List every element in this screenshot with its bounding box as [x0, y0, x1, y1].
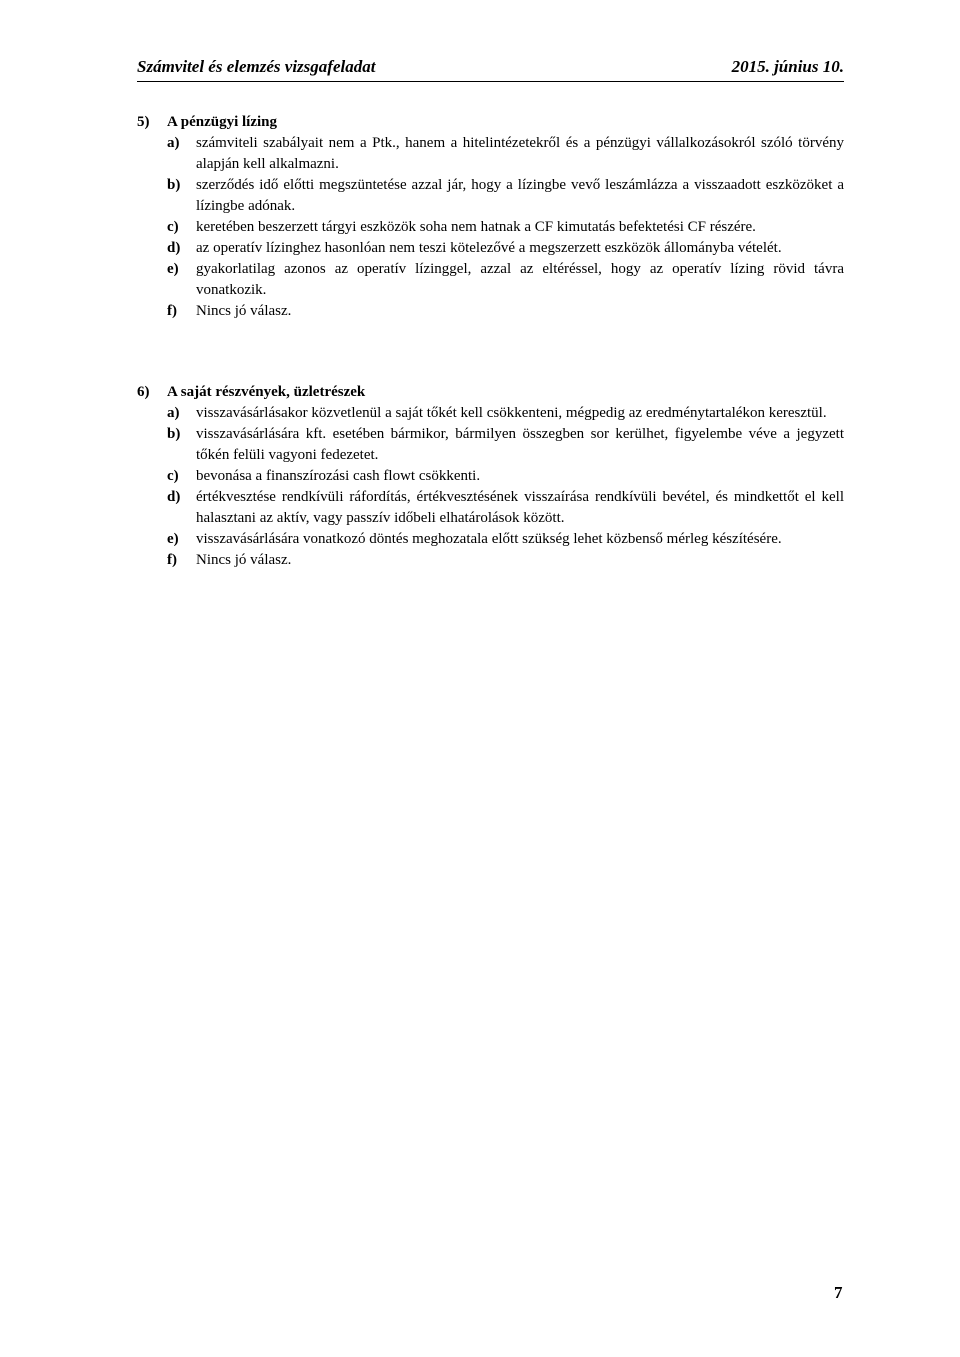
- page-header: [137, 57, 844, 82]
- answer-option-e: [137, 529, 844, 550]
- option-letter: b): [167, 177, 181, 193]
- answer-option-d: [137, 487, 844, 529]
- answer-option-b: [137, 424, 844, 466]
- question-text: A pénzügyi lízing: [167, 114, 278, 130]
- header-date: 2015. június 10.: [731, 57, 844, 76]
- option-letter: c): [167, 219, 179, 235]
- page-number: 7: [834, 1283, 843, 1302]
- option-letter: a): [167, 135, 180, 151]
- question-6: [137, 382, 844, 571]
- question-number: 5): [137, 114, 150, 130]
- option-text: visszavásárlására vonatkozó döntés meghozatala előtt szükség lehet közbenső mérleg készítésére.: [196, 531, 782, 547]
- answer-option-f: [137, 301, 844, 322]
- option-letter: d): [167, 240, 181, 256]
- question-title: [137, 382, 844, 403]
- option-letter: d): [167, 489, 181, 505]
- option-letter: c): [167, 468, 179, 484]
- option-text: visszavásárlásakor közvetlenül a saját tőkét kell csökkenteni, mégpedig az eredménytartalékon keresztül.: [196, 405, 827, 421]
- option-letter: b): [167, 426, 181, 442]
- option-text: gyakorlatilag azonos az operatív lízinggel, azzal az eltéréssel, hogy az operatív lízing rövid távra vonatkozik.: [196, 261, 844, 298]
- option-text: bevonása a finanszírozási cash flowt csökkenti.: [196, 468, 481, 484]
- answer-option-b: [137, 175, 844, 217]
- answer-option-c: [137, 466, 844, 487]
- answer-option-a: [137, 133, 844, 175]
- option-text: az operatív lízinghez hasonlóan nem teszi kötelezővé a megszerzett eszközök állományba vételét.: [196, 240, 782, 256]
- option-text: keretében beszerzett tárgyi eszközök soha nem hatnak a CF kimutatás befektetési CF részére.: [196, 219, 756, 235]
- question-title: [137, 112, 844, 133]
- option-text: Nincs jó válasz.: [196, 303, 292, 319]
- option-letter: a): [167, 405, 180, 421]
- option-text: szerződés idő előtti megszüntetése azzal jár, hogy a lízingbe vevő leszámlázza a visszaadott eszközöket a lízingbe adónak.: [196, 177, 844, 214]
- answer-option-c: [137, 217, 844, 238]
- option-text: Nincs jó válasz.: [196, 552, 292, 568]
- option-letter: f): [167, 552, 177, 568]
- question-text: A saját részvények, üzletrészek: [167, 384, 366, 400]
- option-text: visszavásárlására kft. esetében bármikor, bármilyen összegben sor kerülhet, figyelembe véve a jegyzett tőkén felüli vagyoni fedezetet.: [196, 426, 844, 463]
- option-text: értékvesztése rendkívüli ráfordítás, értékvesztésének visszaírása rendkívüli bevétel, és mindkettőt el kell halasztani az aktív, vagy passzív időbeli elhatárolások között.: [196, 489, 844, 526]
- option-letter: e): [167, 261, 179, 277]
- question-number: 6): [137, 384, 150, 400]
- option-letter: f): [167, 303, 177, 319]
- answer-option-e: [137, 259, 844, 301]
- option-text: számviteli szabályait nem a Ptk., hanem a hitelintézetekről és a pénzügyi vállalkozásokról szóló törvény alapján kell alkalmazni.: [196, 135, 844, 172]
- option-letter: e): [167, 531, 179, 547]
- answer-option-d: [137, 238, 844, 259]
- answer-option-f: [137, 550, 844, 571]
- header-title: Számvitel és elemzés vizsgafeladat: [137, 57, 376, 76]
- answer-option-a: [137, 403, 844, 424]
- question-5: [137, 112, 844, 322]
